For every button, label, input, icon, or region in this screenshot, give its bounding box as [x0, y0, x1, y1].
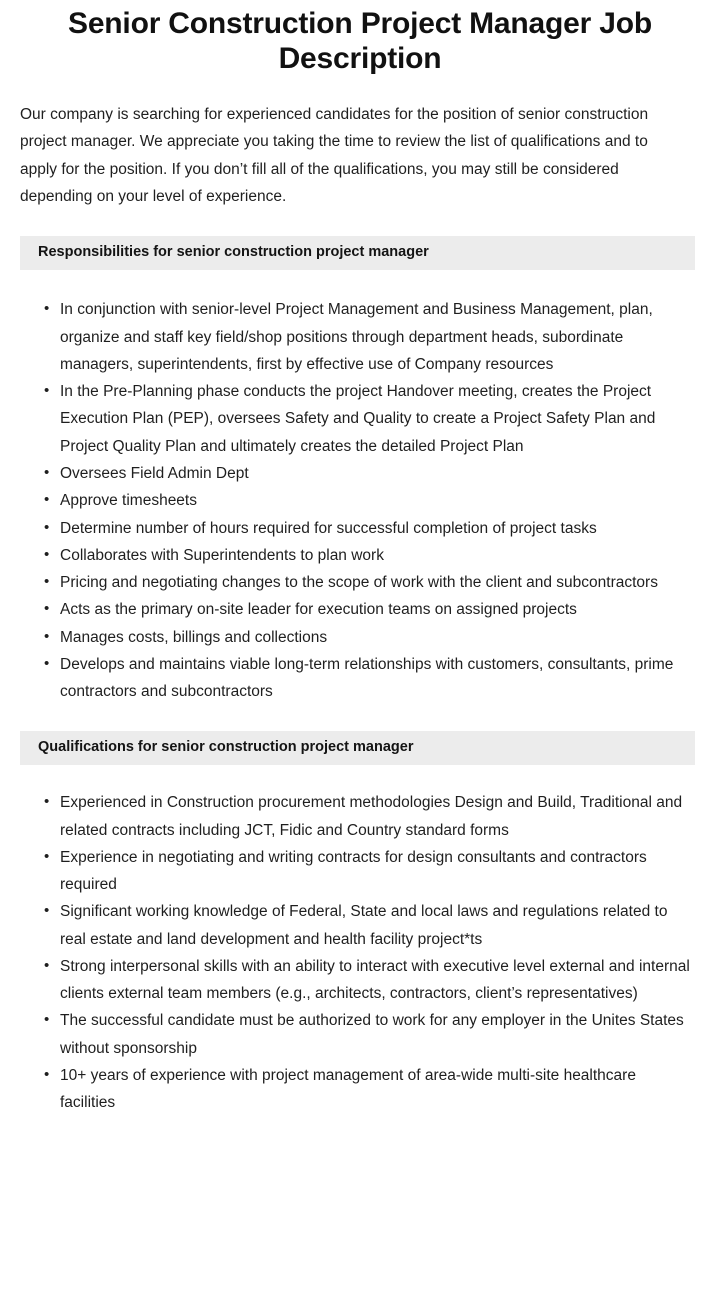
list-item: • In the Pre-Planning phase conducts the project Handover meeting, creates the Project Execution Plan (PEP), oversees Safety and Quality to create a Project Safety Plan and Project Quality Plan and ultimately creates the detailed Project Plan — [60, 378, 692, 460]
list-item: • 10+ years of experience with project management of area-wide multi-site healthcare facilities — [60, 1062, 692, 1117]
list-item: • Experience in negotiating and writing contracts for design consultants and contractors required — [60, 844, 692, 899]
list-item: • Acts as the primary on-site leader for execution teams on assigned projects — [60, 596, 692, 623]
job-description-page — [0, 6, 720, 1147]
responsibilities-section — [0, 236, 720, 705]
list-item: • Manages costs, billings and collections — [60, 624, 692, 651]
qualifications-list — [0, 765, 720, 1116]
list-item: • Significant working knowledge of Federal, State and local laws and regulations related to real estate and land development and health facility project*ts — [60, 898, 692, 953]
page-bottom-spacer — [0, 1117, 720, 1147]
qualifications-section — [0, 731, 720, 1116]
responsibilities-section-header: Responsibilities for senior construction project manager — [20, 236, 695, 270]
list-item: • The successful candidate must be authorized to work for any employer in the Unites States without sponsorship — [60, 1007, 692, 1062]
intro-paragraph: Our company is searching for experienced candidates for the position of senior construction project manager. We appreciate you taking the time to review the list of qualifications and to apply for the position. If you don’t fill all of the qualifications, you may still be considered depending on your level of experience. — [20, 105, 649, 206]
list-item: • Collaborates with Superintendents to plan work — [60, 542, 692, 569]
list-item: • Develops and maintains viable long-term relationships with customers, consultants, prime contractors and subcontractors — [60, 651, 692, 706]
list-item: • Experienced in Construction procurement methodologies Design and Build, Traditional and related contracts including JCT, Fidic and Country standard forms — [60, 789, 692, 844]
list-item: • Oversees Field Admin Dept — [60, 460, 692, 487]
list-item: • Determine number of hours required for successful completion of project tasks — [60, 515, 692, 542]
list-item: • Pricing and negotiating changes to the scope of work with the client and subcontractors — [60, 569, 692, 596]
qualifications-section-header: Qualifications for senior construction project manager — [20, 731, 695, 765]
list-item: • Approve timesheets — [60, 487, 692, 514]
responsibilities-list — [0, 270, 720, 705]
page-title: Senior Construction Project Manager Job Description — [68, 7, 652, 76]
list-item: • Strong interpersonal skills with an ability to interact with executive level external and internal clients external team members (e.g., architects, contractors, client’s representatives) — [60, 953, 692, 1008]
list-item: • In conjunction with senior-level Project Management and Business Management, plan, organize and staff key field/shop positions through department heads, subordinate managers, superintendents, first by effective use of Company resources — [60, 296, 692, 378]
